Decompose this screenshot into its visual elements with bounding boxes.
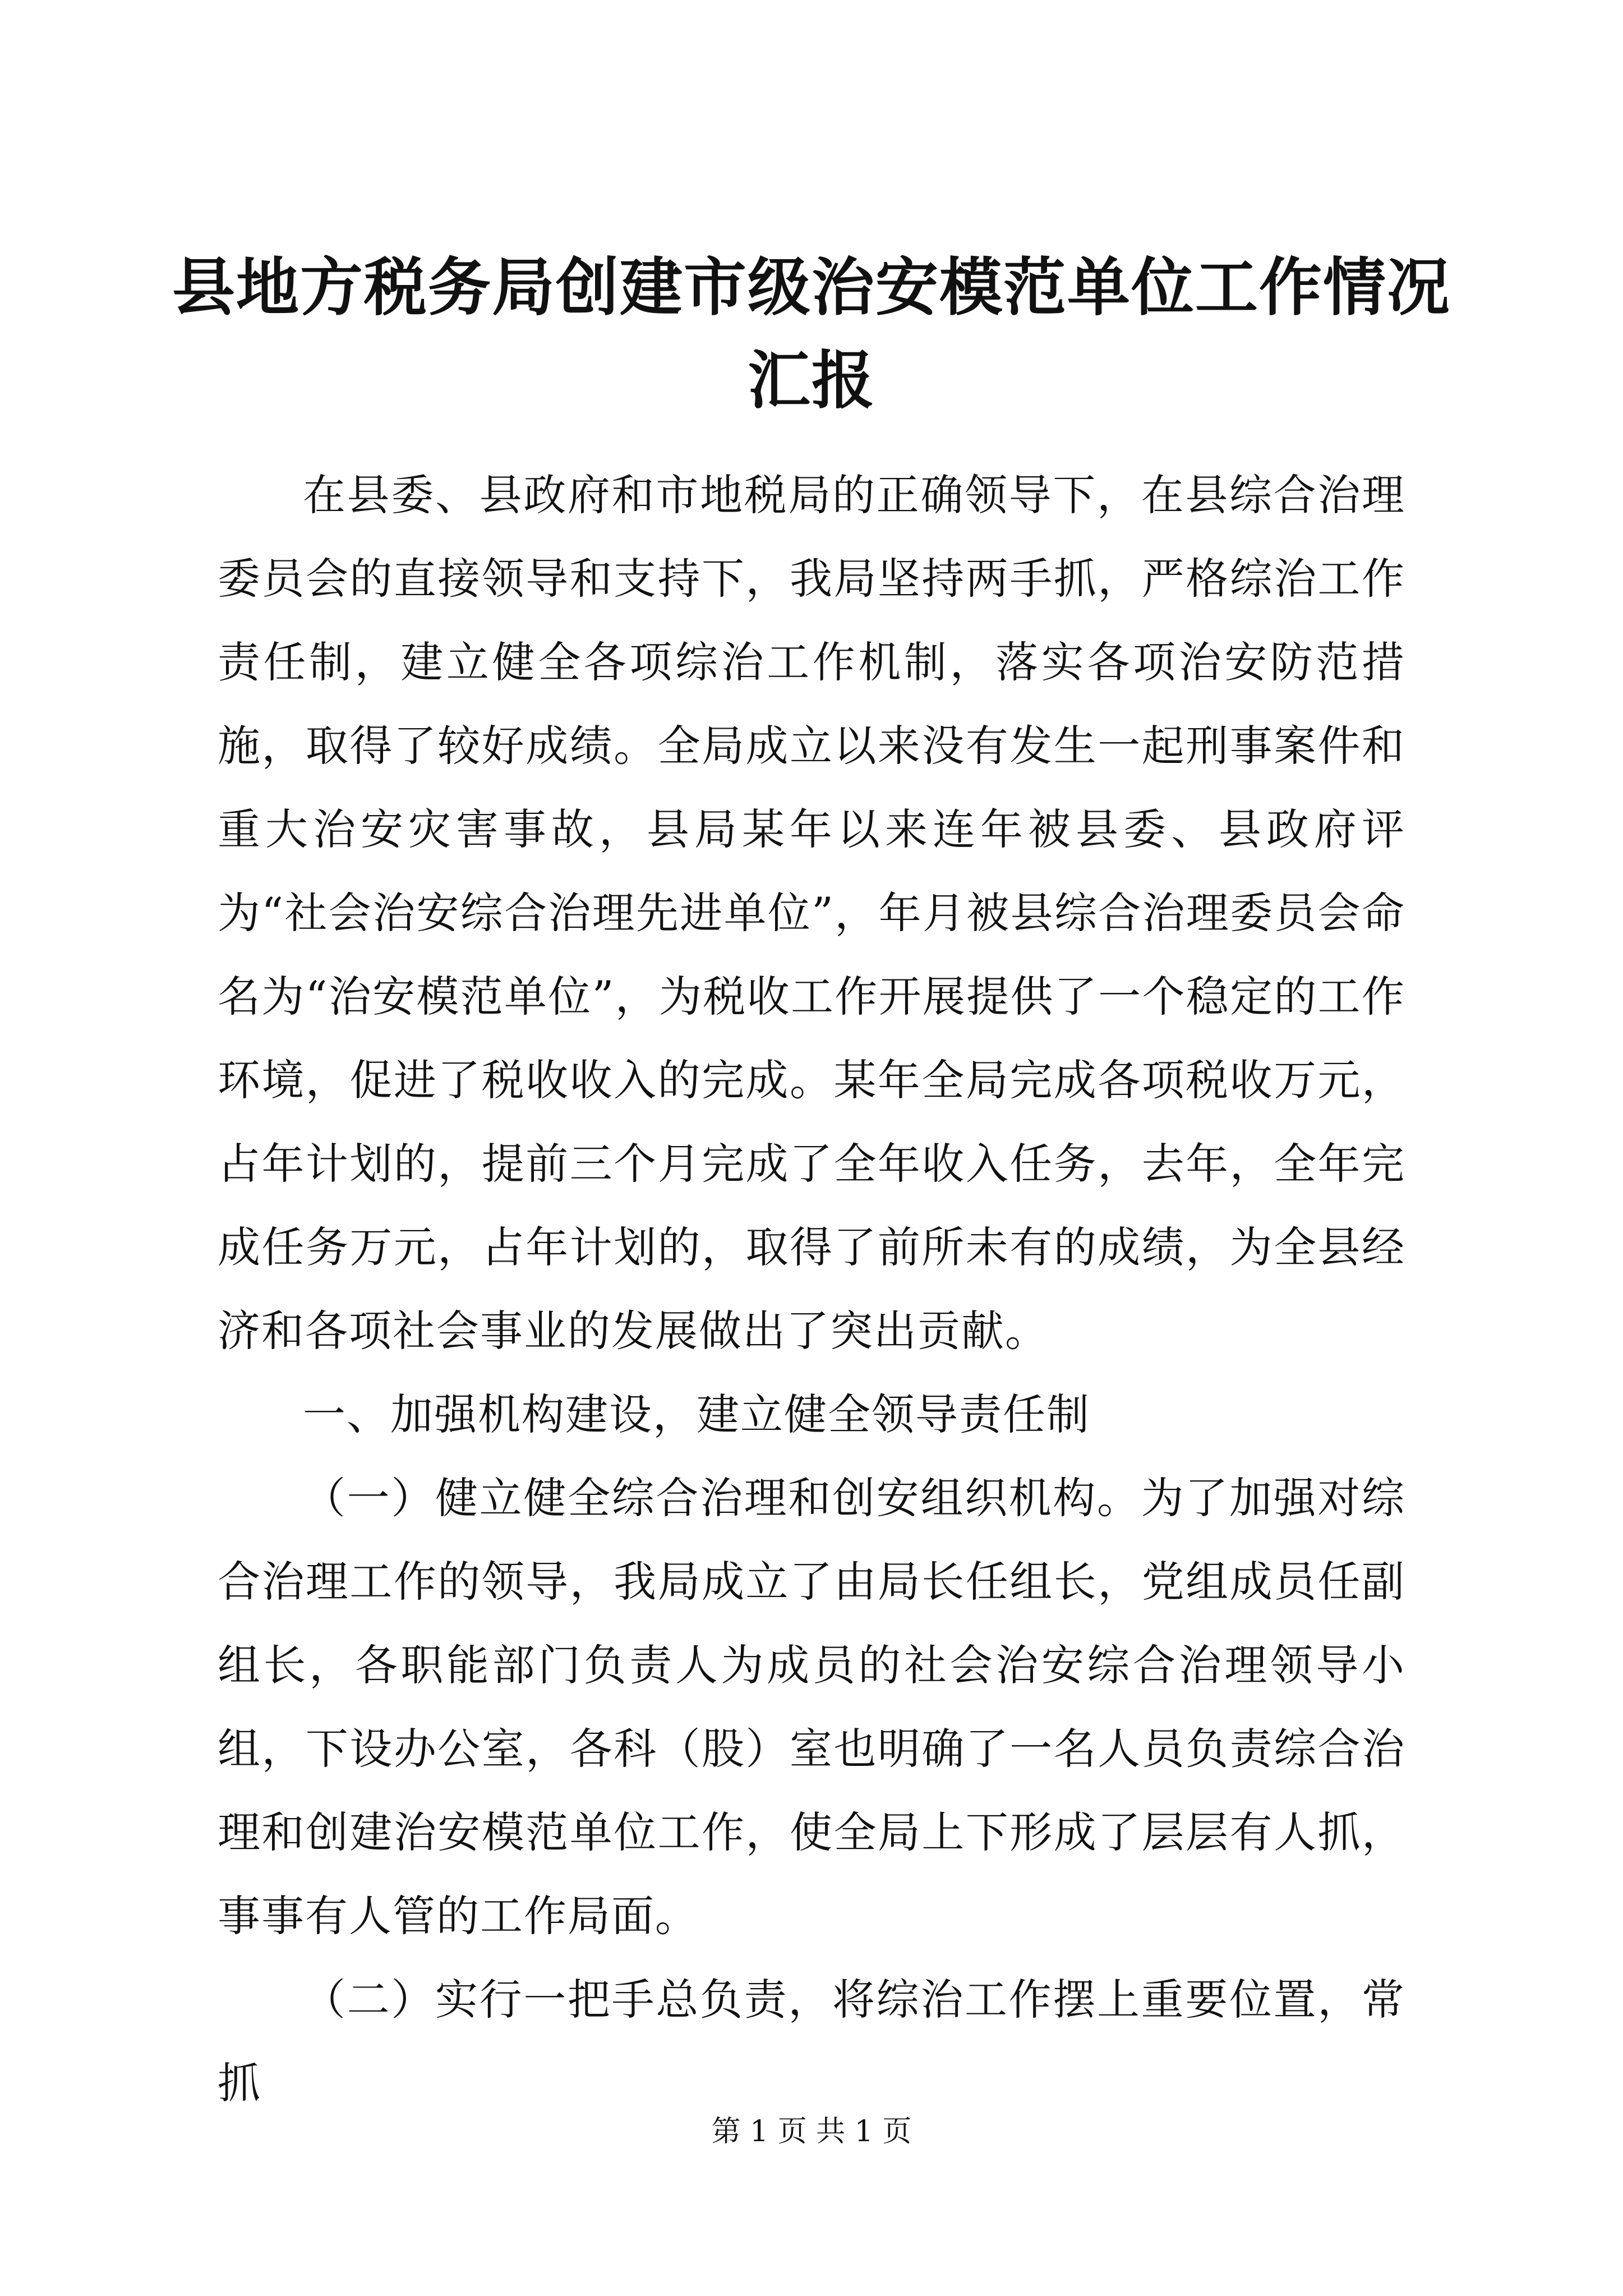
paragraph-intro: 在县委、县政府和市地税局的正确领导下，在县综合治理委员会的直接领导和支持下，我局坚持两手抓，严格综治工作责任制，建立健全各项综治工作机制，落实各项治安防范措施，取得了较好成绩。全局成立以来没有发生一起刑事案件和重大治安灾害事故，县局某年以来连年被县委、县政府评为“社会治安综合治理先进单位”，年月被县综合治理委员会命名为“治安模范单位”，为税收工作开展提供了一个稳定的工作环境，促进了税收收入的完成。某年全局完成各项税收万元，占年计划的，提前三个月完成了全年收入任务，去年，全年完成任务万元，占年计划的，取得了前所未有的成绩，为全县经济和各项社会事业的发展做出了突出贡献。 <box>218 470 1405 1356</box>
document-body <box>218 453 1405 2125</box>
section-heading-1: 一、加强机构建设，建立健全领导责任制 <box>303 1389 1090 1439</box>
paragraph-section-1-2: （二）实行一把手总负责，将综治工作摆上重要位置，常抓 <box>218 1975 1405 2108</box>
paragraph-section-1-1: （一）健立健全综合治理和创安组织机构。为了加强对综合治理工作的领导，我局成立了由局长任组长，党组成员任副组长，各职能部门负责人为成员的社会治安综合治理领导小组，下设办公室，各科（股）室也明确了一名人员负责综合治理和创建治安模范单位工作，使全局上下形成了层层有人抓，事事有人管的工作局面。 <box>218 1473 1405 1941</box>
document-title: 县地方税务局创建市级治安模范单位工作情况汇报 <box>172 251 1451 417</box>
page-footer: 第 1 页 共 1 页 <box>711 2115 912 2148</box>
